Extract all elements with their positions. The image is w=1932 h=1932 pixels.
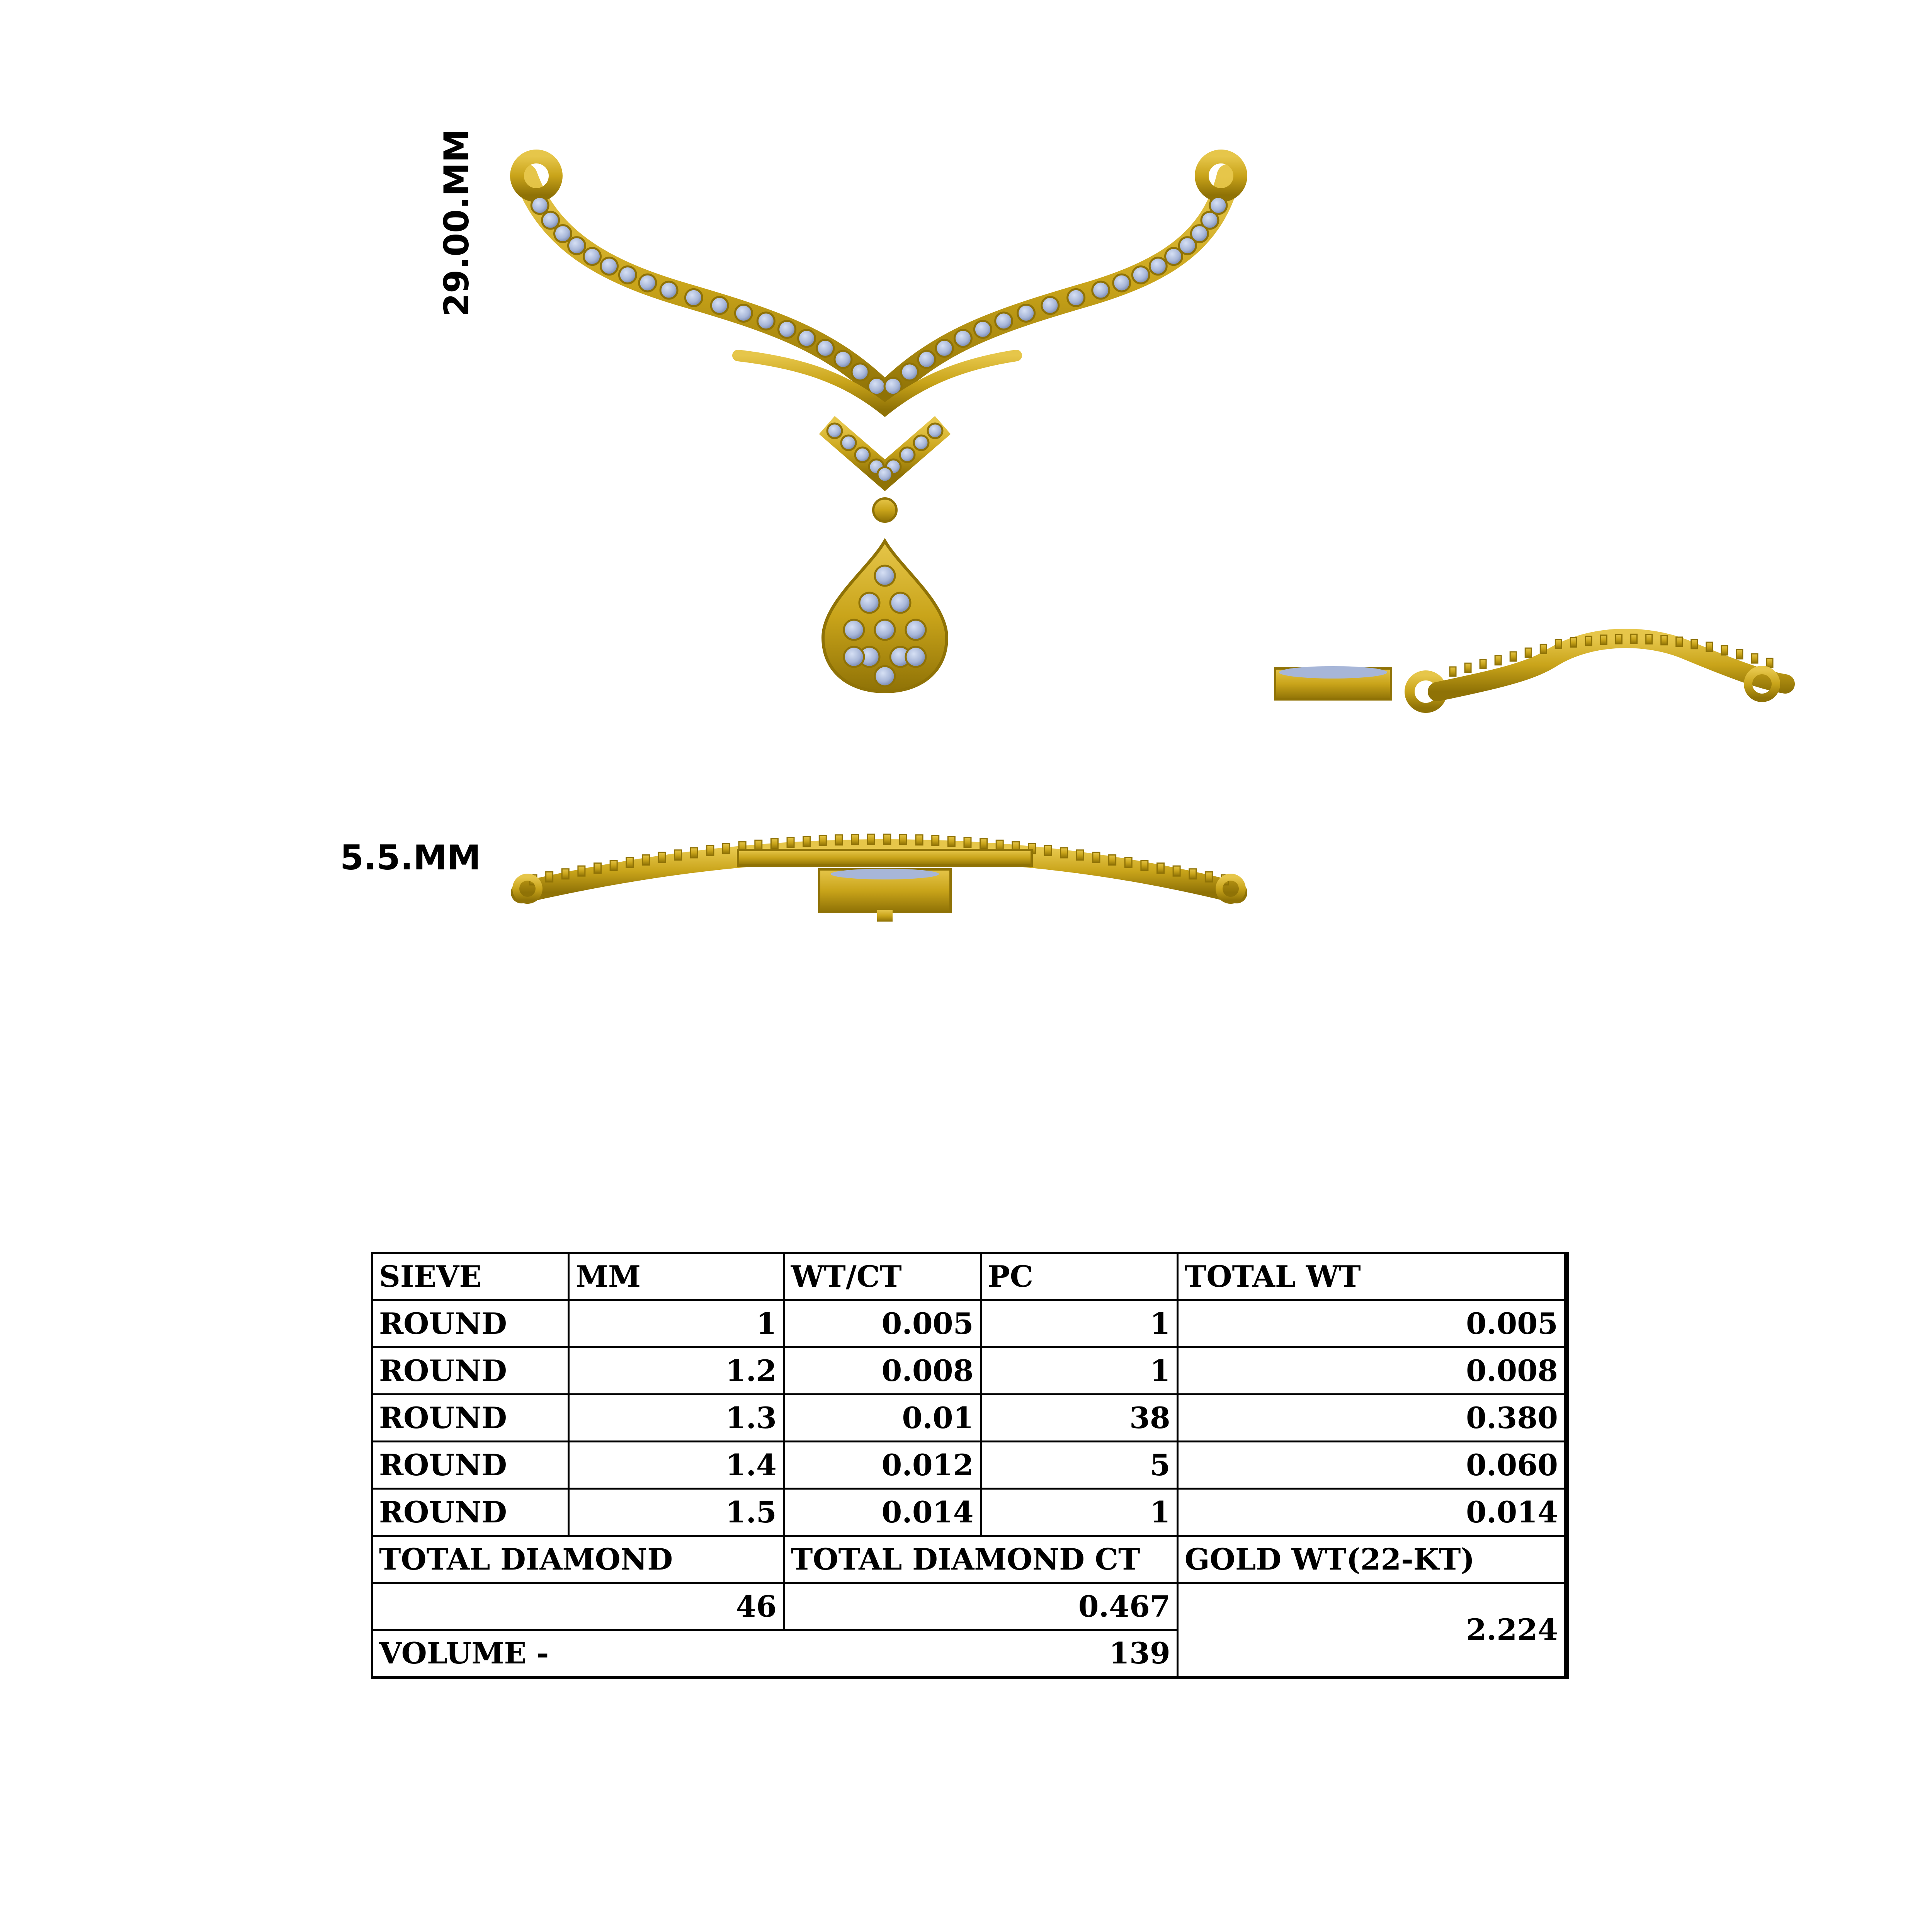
prong: [1631, 634, 1637, 643]
volume-label: VOLUME -: [372, 1630, 784, 1677]
stone: [852, 364, 869, 381]
table-row: [372, 1489, 1567, 1536]
stone: [619, 266, 636, 283]
prong: [1465, 663, 1471, 672]
cell-wt-ct: 0.01: [784, 1395, 981, 1442]
stone: [639, 274, 656, 291]
stone: [1150, 258, 1167, 275]
stone: [995, 313, 1012, 330]
stone: [711, 297, 728, 314]
prong: [852, 835, 859, 845]
stone: [859, 593, 879, 613]
prong: [1525, 648, 1531, 657]
cell-sieve: ROUND: [372, 1347, 569, 1395]
prong: [1480, 659, 1486, 668]
cell-pc: 5: [981, 1442, 1177, 1489]
stone: [827, 423, 842, 438]
stone: [685, 289, 702, 306]
prong: [1646, 634, 1652, 644]
prong: [723, 844, 730, 854]
prong: [1495, 656, 1501, 665]
cell-mm: 1.3: [568, 1395, 784, 1442]
stone: [1132, 266, 1149, 283]
prong: [610, 860, 617, 870]
prong: [884, 834, 891, 844]
table-row: [372, 1347, 1567, 1395]
prong: [658, 852, 665, 862]
diamond-spec-table: [371, 1252, 1569, 1679]
prong: [1585, 636, 1592, 646]
cell-pc: 1: [981, 1489, 1177, 1536]
stone: [875, 666, 895, 686]
stone: [974, 321, 991, 338]
header-total-wt: TOTAL WT: [1177, 1253, 1566, 1300]
prong: [1093, 852, 1100, 862]
header-pc: PC: [981, 1253, 1177, 1300]
prong: [932, 835, 939, 845]
header-wt-ct: WT/CT: [784, 1253, 981, 1300]
gold-wt-value: 2.224: [1177, 1583, 1566, 1677]
totals-label-row: [372, 1536, 1567, 1583]
side-band: [1437, 638, 1785, 692]
prong: [1752, 654, 1758, 663]
stone: [835, 351, 852, 368]
stone: [757, 313, 774, 330]
stone: [1113, 274, 1130, 291]
thickness-dimension-label: 5.5.MM: [340, 838, 481, 878]
stone: [798, 330, 815, 347]
stone: [779, 321, 796, 338]
prong: [1450, 667, 1456, 676]
prong: [1661, 636, 1667, 645]
prong: [1676, 637, 1682, 646]
prong: [1205, 872, 1212, 882]
cell-sieve: ROUND: [372, 1300, 569, 1347]
prong: [755, 840, 762, 850]
total-diamond-ct-value: 0.467: [784, 1583, 1177, 1630]
cell-sieve: ROUND: [372, 1442, 569, 1489]
stone: [1042, 297, 1059, 314]
prong: [1767, 658, 1773, 668]
table-header-row: [372, 1253, 1567, 1300]
stone: [554, 225, 571, 242]
prong: [1555, 639, 1561, 649]
cell-mm: 1: [568, 1300, 784, 1347]
prong: [1044, 845, 1051, 855]
height-dimension-label: 29.00.MM: [437, 129, 476, 317]
cell-total-wt: 0.060: [1177, 1442, 1566, 1489]
prong: [594, 863, 601, 873]
stone: [875, 620, 895, 640]
cell-total-wt: 0.005: [1177, 1300, 1566, 1347]
header-mm: MM: [568, 1253, 784, 1300]
cell-pc: 38: [981, 1395, 1177, 1442]
stone: [878, 467, 892, 482]
prong: [1570, 638, 1577, 647]
prong: [707, 845, 714, 855]
prong: [626, 857, 633, 867]
prong: [948, 837, 955, 847]
volume-value: 139: [784, 1630, 1177, 1677]
prong: [1736, 650, 1743, 659]
top-view: [516, 834, 1242, 922]
cell-wt-ct: 0.008: [784, 1347, 981, 1395]
prong: [675, 850, 682, 860]
prong: [996, 840, 1003, 850]
stone: [906, 620, 926, 640]
prong: [771, 839, 778, 849]
table-row: [372, 1395, 1567, 1442]
cell-sieve: ROUND: [372, 1395, 569, 1442]
total-diamond-ct-label: TOTAL DIAMOND CT: [784, 1536, 1177, 1583]
total-diamond-label: TOTAL DIAMOND: [372, 1536, 784, 1583]
cell-mm: 1.4: [568, 1442, 784, 1489]
prong: [1061, 848, 1068, 858]
stone: [900, 447, 915, 462]
prong: [1721, 646, 1728, 655]
cell-wt-ct: 0.014: [784, 1489, 981, 1536]
top-bail: [877, 910, 893, 922]
stone: [914, 435, 929, 450]
stone: [735, 304, 752, 321]
stone: [890, 593, 910, 613]
prong: [1157, 863, 1164, 873]
front-view: [517, 156, 1240, 692]
pendant-bail: [873, 498, 896, 522]
stone: [928, 423, 942, 438]
header-sieve: SIEVE: [372, 1253, 569, 1300]
cell-wt-ct: 0.005: [784, 1300, 981, 1347]
stone: [906, 647, 926, 667]
stone: [1018, 304, 1035, 321]
prong: [546, 872, 553, 882]
prong: [578, 866, 585, 876]
prong: [1540, 644, 1546, 653]
prong: [642, 855, 649, 865]
prong: [803, 837, 810, 847]
stone: [844, 647, 864, 667]
prong: [562, 869, 569, 879]
prong: [1600, 635, 1607, 645]
prong: [1510, 652, 1516, 661]
cell-mm: 1.2: [568, 1347, 784, 1395]
prong: [835, 835, 842, 845]
cell-pc: 1: [981, 1300, 1177, 1347]
prong: [900, 835, 906, 845]
prong: [964, 837, 971, 847]
cell-pc: 1: [981, 1347, 1177, 1395]
prong: [690, 848, 697, 858]
totals-value-row: [372, 1583, 1567, 1630]
prong: [1691, 639, 1697, 649]
prong: [819, 835, 826, 845]
prong: [1173, 866, 1180, 876]
stone: [844, 620, 864, 640]
stone: [841, 435, 856, 450]
prong: [1125, 857, 1132, 867]
stone: [531, 197, 548, 214]
cell-total-wt: 0.014: [1177, 1489, 1566, 1536]
prong: [1189, 869, 1196, 879]
stone: [954, 330, 971, 347]
prong: [867, 834, 874, 844]
cell-wt-ct: 0.012: [784, 1442, 981, 1489]
prong: [1706, 642, 1713, 651]
cell-total-wt: 0.008: [1177, 1347, 1566, 1395]
stone: [601, 258, 618, 275]
stone: [1068, 289, 1085, 306]
side-view: [1275, 634, 1785, 708]
top-center-plate: [738, 850, 1032, 866]
prong: [1616, 634, 1622, 644]
stone: [855, 447, 870, 462]
band-stones: [531, 197, 1227, 395]
stone: [918, 351, 935, 368]
total-diamond-value: 46: [372, 1583, 784, 1630]
stone: [568, 237, 585, 254]
prong: [1141, 860, 1148, 870]
stone: [1210, 197, 1227, 214]
prong: [980, 839, 987, 849]
prong: [916, 835, 923, 845]
cell-total-wt: 0.380: [1177, 1395, 1566, 1442]
table-row: [372, 1300, 1567, 1347]
cell-sieve: ROUND: [372, 1489, 569, 1536]
table-row: [372, 1442, 1567, 1489]
prong: [1077, 850, 1083, 860]
stone: [875, 566, 895, 586]
stone: [936, 340, 953, 357]
stone: [1092, 282, 1109, 299]
prong: [787, 837, 794, 847]
stone: [660, 282, 677, 299]
stone: [542, 212, 559, 229]
gold-wt-label: GOLD WT(22-KT): [1177, 1536, 1566, 1583]
stone: [901, 364, 918, 381]
prong: [1109, 855, 1116, 865]
stone: [817, 340, 834, 357]
stone: [584, 248, 601, 265]
cell-mm: 1.5: [568, 1489, 784, 1536]
